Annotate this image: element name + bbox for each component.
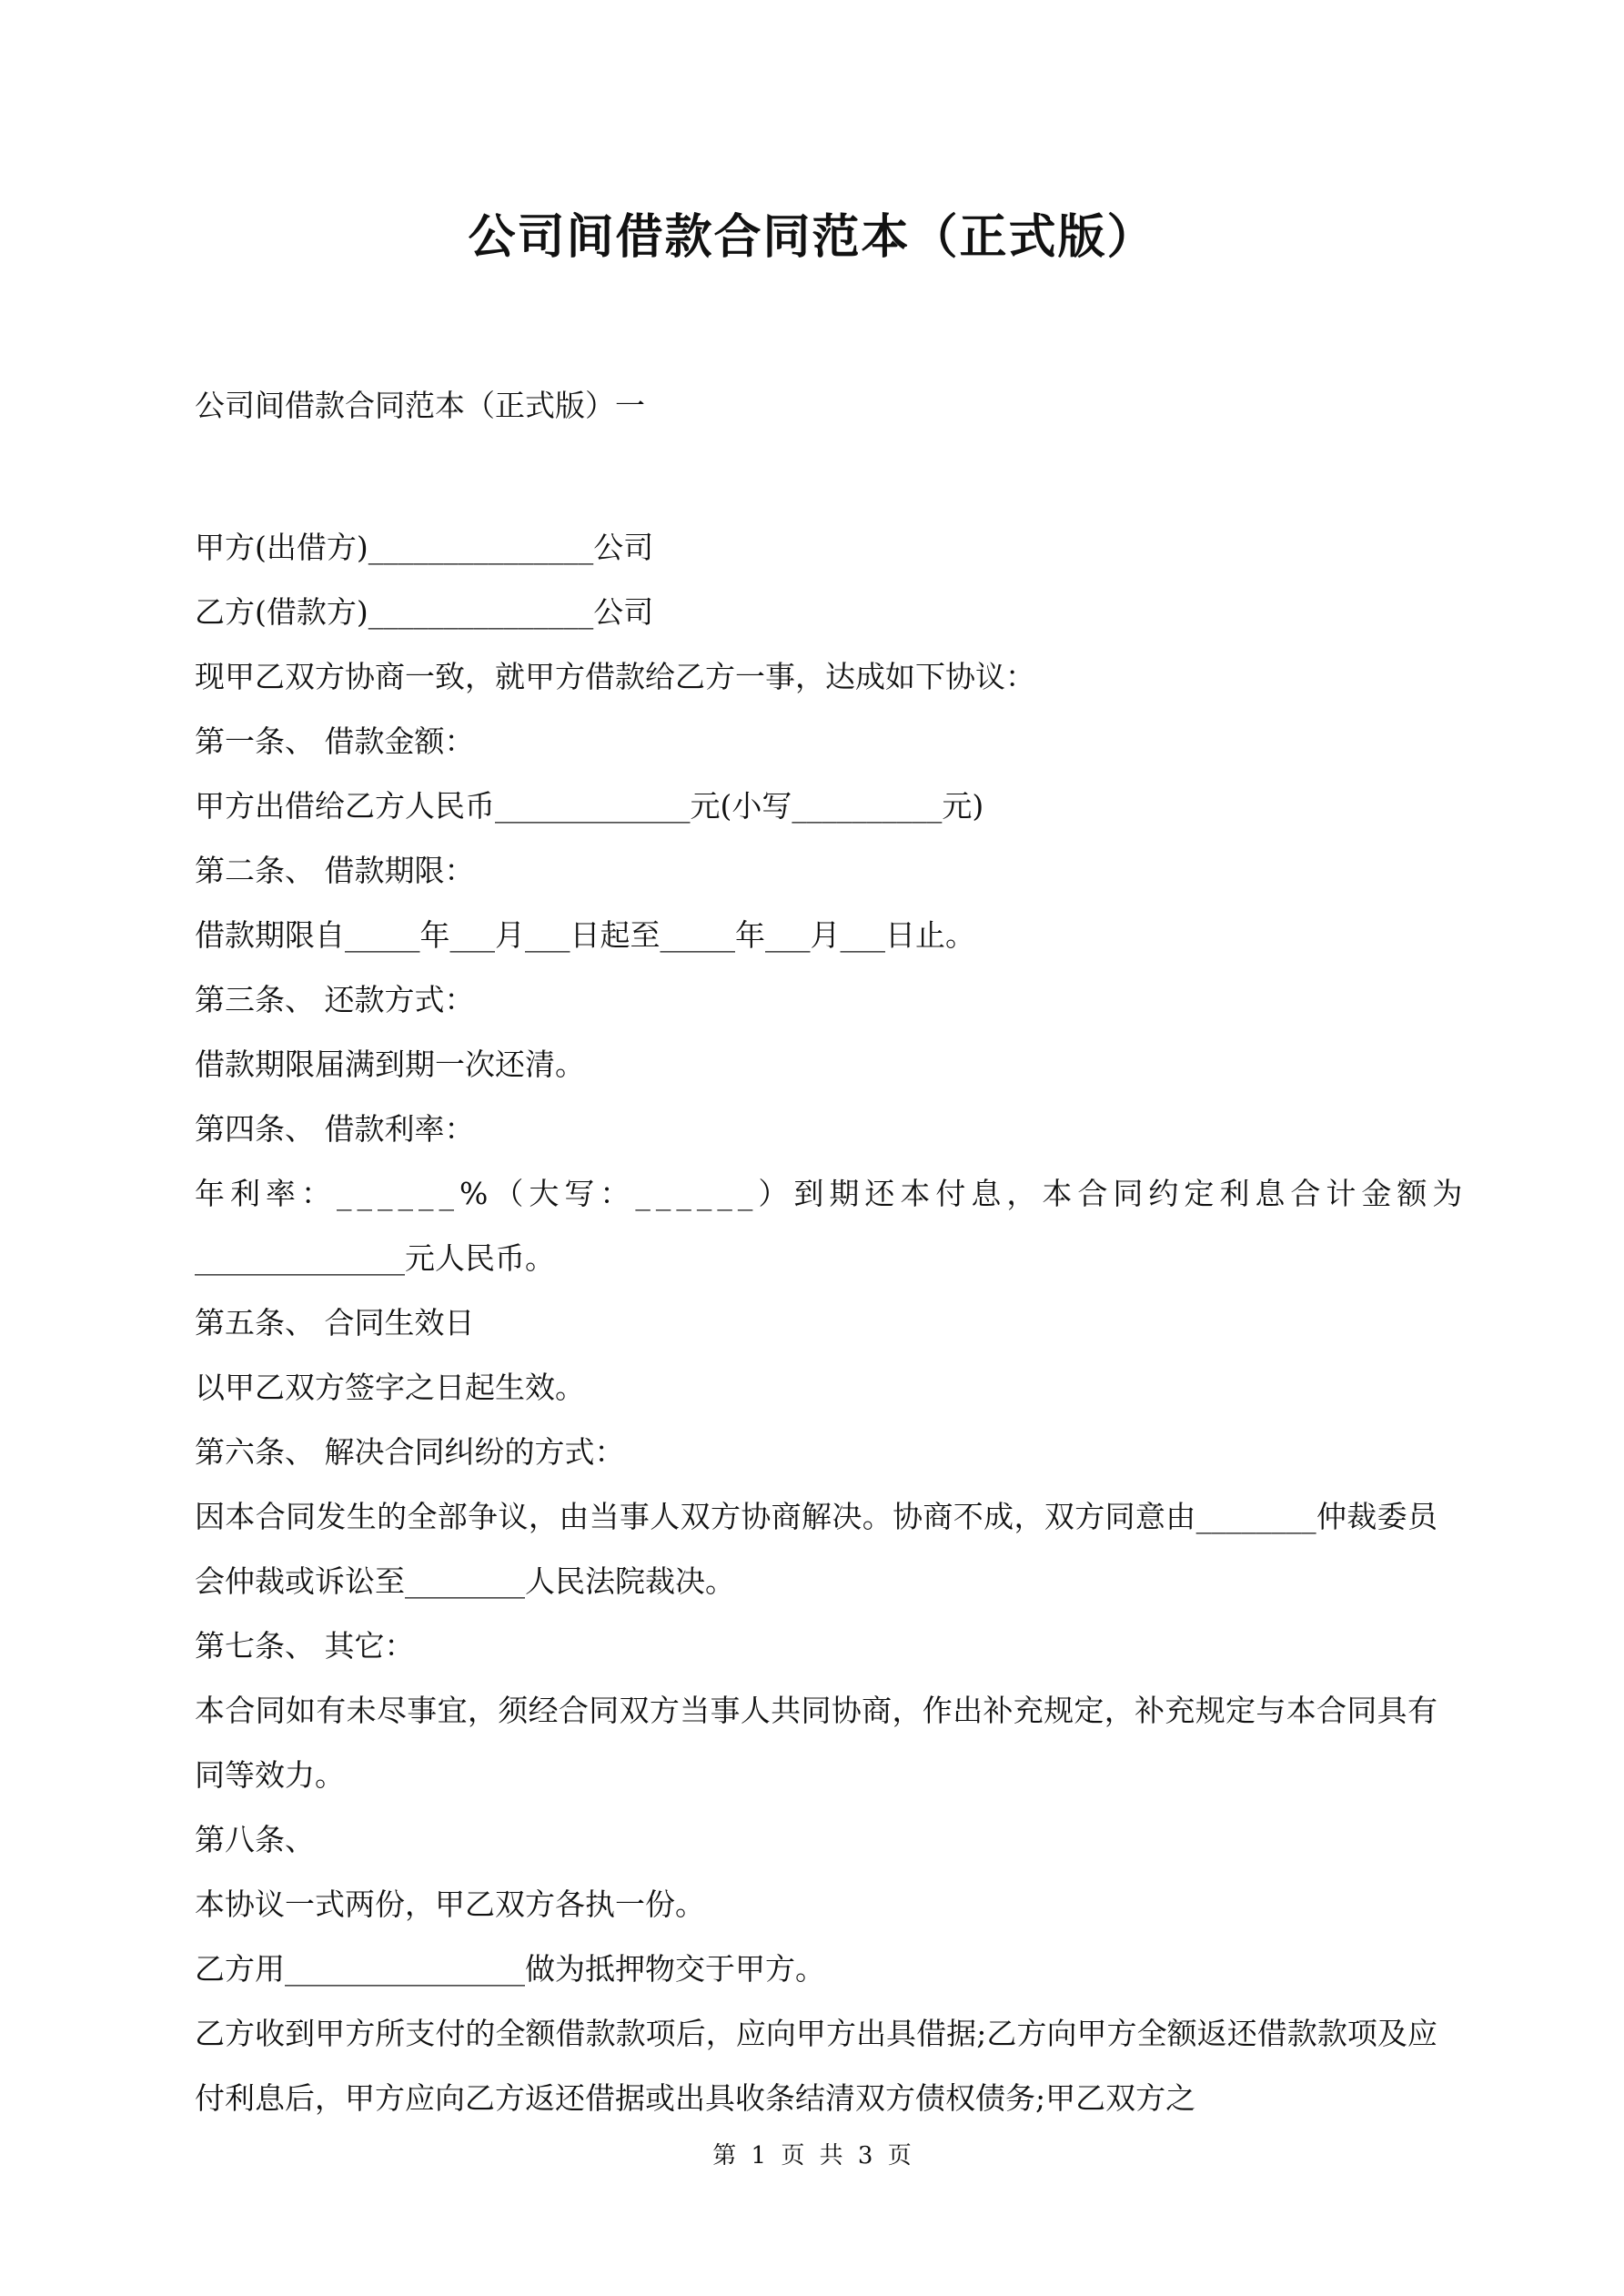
collateral-line: 乙方用________________做为抵押物交于甲方。 [195,1951,825,1987]
article-6-heading: 第六条、 解决合同纠纷的方式： [195,1434,625,1470]
article-1-heading: 第一条、 借款金额： [195,723,475,759]
document-title: 公司间借款合同范本（正式版） [468,209,1156,265]
article-4-text-cont: ______________元人民币。 [195,1240,555,1276]
article-1-text: 甲方出借给乙方人民币_____________元(小写__________元) [195,788,984,824]
article-2-heading: 第二条、 借款期限： [195,853,475,888]
article-8-text: 本协议一式两份，甲乙双方各执一份。 [195,1886,705,1922]
document-subtitle: 公司间借款合同范本（正式版）一 [195,388,645,423]
article-6-text: 因本合同发生的全部争议，由当事人双方协商解决。协商不成，双方同意由________仲裁委员会仲裁或诉讼至________人民法院裁决。 [195,1499,1437,1599]
article-7-text: 本合同如有未尽事宜，须经合同双方当事人共同协商，作出补充规定，补充规定与本合同具有同等效力。 [195,1693,1437,1793]
party-a-line: 甲方(出借方)_______________公司 [195,530,654,565]
article-7-heading: 第七条、 其它： [195,1628,415,1664]
article-2-text: 借款期限自_____年___月___日起至_____年___月___日止。 [195,917,975,953]
settlement-text: 乙方收到甲方所支付的全额借款款项后，应向甲方出具借据;乙方向甲方全额返还借款款项及应付利息后，甲方应向乙方返还借据或出具收条结清双方债权债务;甲乙双方之 [195,2016,1437,2116]
article-4-text: 年利率：______%（大写：______）到期还本付息，本合同约定利息合计金额为 [195,1176,1468,1211]
article-5-text: 以甲乙双方签字之日起生效。 [195,1370,585,1405]
agreement-intro: 现甲乙双方协商一致，就甲方借款给乙方一事，达成如下协议： [195,659,1035,694]
party-b-line: 乙方(借款方)_______________公司 [195,594,654,630]
article-3-heading: 第三条、 还款方式： [195,982,475,1017]
contract-body [195,515,1468,2130]
article-8-heading: 第八条、 [195,1822,315,1857]
article-4-heading: 第四条、 借款利率： [195,1111,475,1147]
article-5-heading: 第五条、 合同生效日 [195,1305,475,1340]
article-3-text: 借款期限届满到期一次还清。 [195,1047,585,1082]
page-footer: 第 1 页 共 3 页 [712,2142,912,2170]
